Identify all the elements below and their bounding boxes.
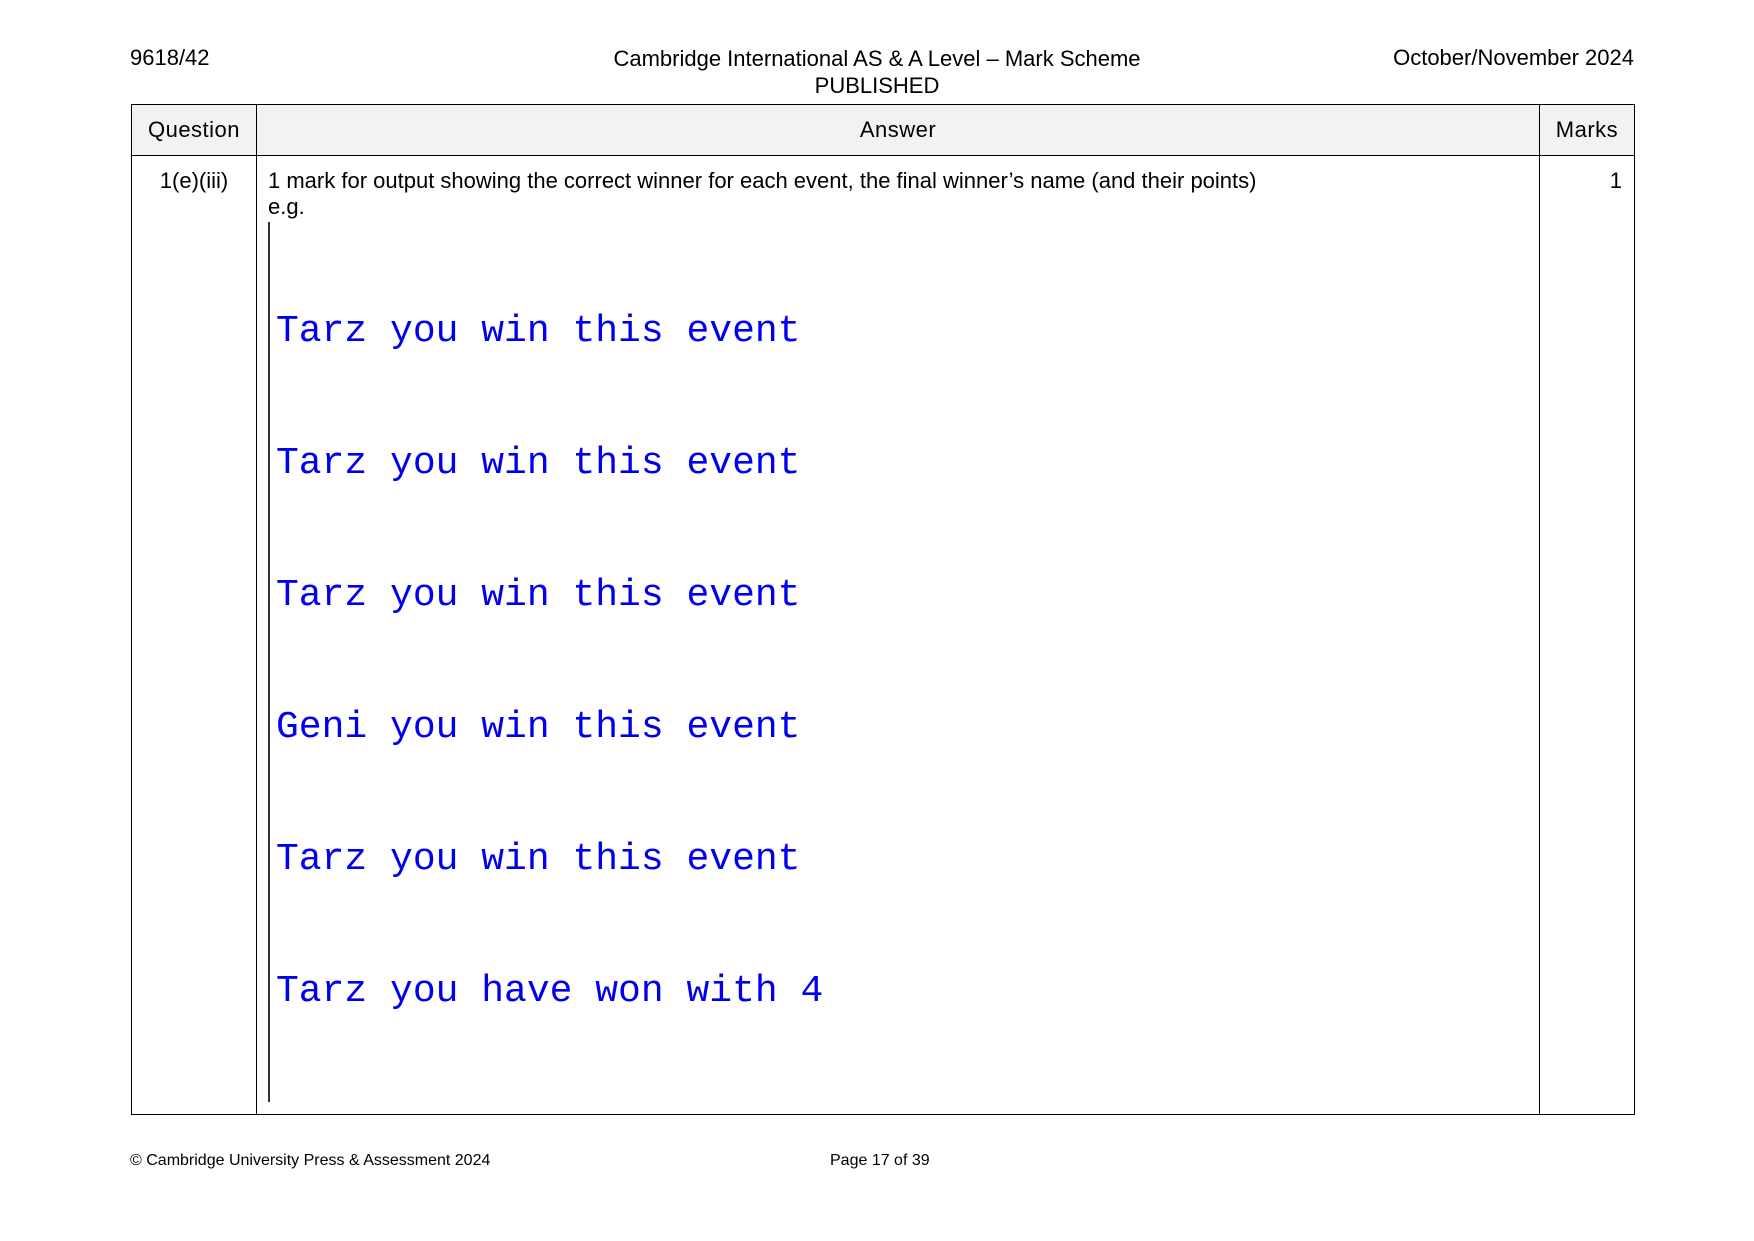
table-row xyxy=(132,156,1635,1115)
page-number: Page 17 of 39 xyxy=(830,1152,930,1169)
table-header-row xyxy=(132,105,1635,156)
output-line: Tarz you win this event xyxy=(276,574,801,617)
paper-code: 9618/42 xyxy=(130,45,210,70)
output-line: Tarz you win this event xyxy=(276,442,801,485)
output-line: Tarz you win this event xyxy=(276,310,801,353)
marks-header: Marks xyxy=(1540,105,1635,156)
published-label: PUBLISHED xyxy=(814,73,940,98)
question-header: Question xyxy=(132,105,257,156)
question-number: 1(e)(iii) xyxy=(132,156,257,1115)
copyright-notice: © Cambridge University Press & Assessment 2024 xyxy=(130,1152,491,1169)
output-line: Geni you win this event xyxy=(276,706,801,749)
answer-header: Answer xyxy=(257,105,1540,156)
answer-cell xyxy=(257,156,1540,1115)
marks-value: 1 xyxy=(1540,156,1635,1115)
document-title-text: Cambridge International AS & A Level – Mark Scheme xyxy=(613,46,1141,71)
program-output xyxy=(268,222,1529,1102)
exam-session: October/November 2024 xyxy=(1393,45,1634,70)
example-label: e.g. xyxy=(268,194,305,219)
answer-text: 1 mark for output showing the correct winner for each event, the final winner’s name (and their points) xyxy=(268,168,1257,193)
mark-scheme-table xyxy=(131,104,1635,1115)
output-line: Tarz you win this event xyxy=(276,838,801,881)
output-line: Tarz you have won with 4 xyxy=(276,970,824,1013)
